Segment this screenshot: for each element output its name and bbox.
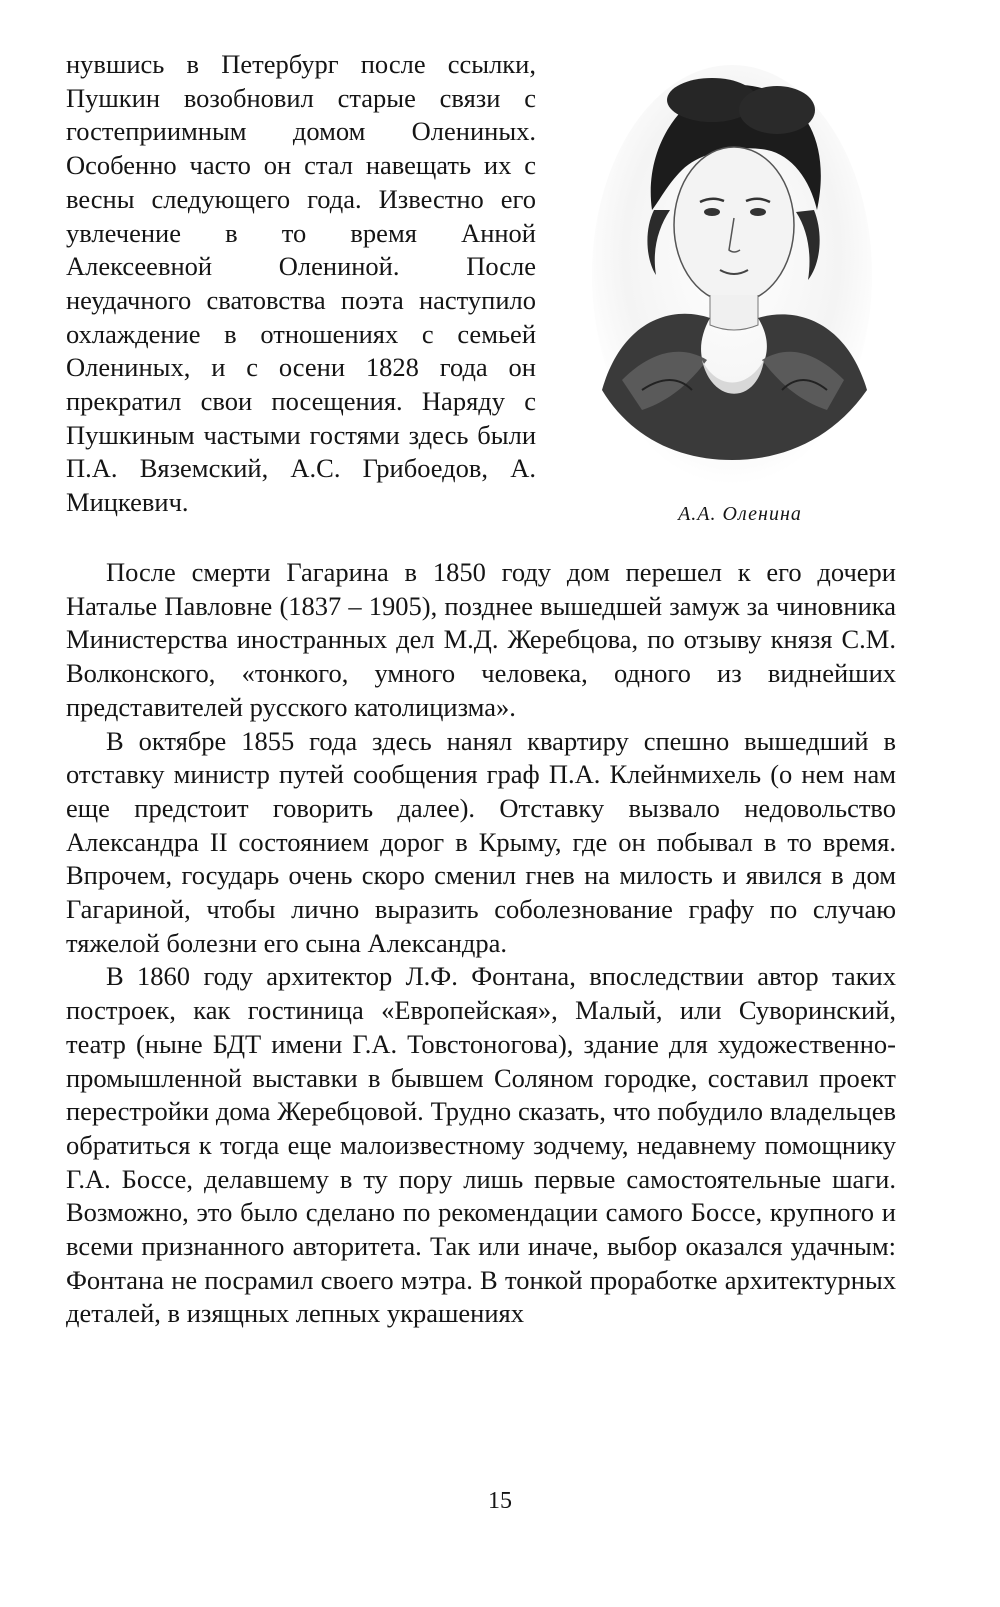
portrait-caption: А.А. Оленина (678, 503, 802, 525)
intro-paragraph: нувшись в Петербург после ссылки, Пушкин возобновил старые связи с гостеприимным домом Олениных. Особенно часто он стал навещать их с весны следующего года. Известно его увлечение в то время Анной Алексеевной Олениной. После неудачного сватовства поэта наступило охлаждение в отношениях с семьей Олениных, и с осени 1828 года он прекратил свои посещения. Наряду с Пушкиным частыми гостями здесь были П.А. Вяземский, А.С. Грибоедов, А. Мицкевич. (66, 49, 536, 518)
page-number: 15 (488, 1488, 512, 1514)
body-text (66, 556, 896, 1331)
paragraph: После смерти Гагарина в 1850 году дом перешел к его дочери Наталье Павловне (1837 – 1905), позднее вышедшей замуж за чиновника Министерства иностранных дел М.Д. Жеребцова, по отзыву князя С.М. Волконского, «тонкого, умного человека, одного из виднейших представителей русского католицизма». (66, 557, 896, 722)
portrait-figure (582, 60, 882, 500)
portrait-illustration (582, 60, 882, 500)
paragraph: В 1860 году архитектор Л.Ф. Фонтана, впоследствии автор таких построек, как гостиница «Европейская», Малый, или Суворинский, театр (ныне БДТ имени Г.А. Товстоногова), здание для художественно-промышленной выставки в бывшем Соляном городке, составил проект перестройки дома Жеребцовой. Трудно сказать, что побудило владельцев обратиться к тогда еще малоизвестному зодчему, недавнему помощнику Г.А. Боссе, делавшему в ту пору лишь первые самостоятельные шаги. Возможно, это было сделано по рекомендации самого Боссе, крупного и всеми признанного авторитета. Так или иначе, выбор оказался удачным: Фонтана не посрамил своего мэтра. В тонкой проработке архитектурных деталей, в изящных лепных украшениях (66, 961, 896, 1329)
paragraph: В октябре 1855 года здесь нанял квартиру спешно вышедший в отставку министр путей сообщения граф П.А. Клейнмихель (о нем нам еще предстоит говорить далее). Отставку вызвало недовольство Александра II состоянием дорог в Крыму, где он побывал в то время. Впрочем, государь очень скоро сменил гнев на милость и явился в дом Гагариной, чтобы лично выразить соболезнование графу по случаю тяжелой болезни его сына Александра. (66, 725, 896, 958)
